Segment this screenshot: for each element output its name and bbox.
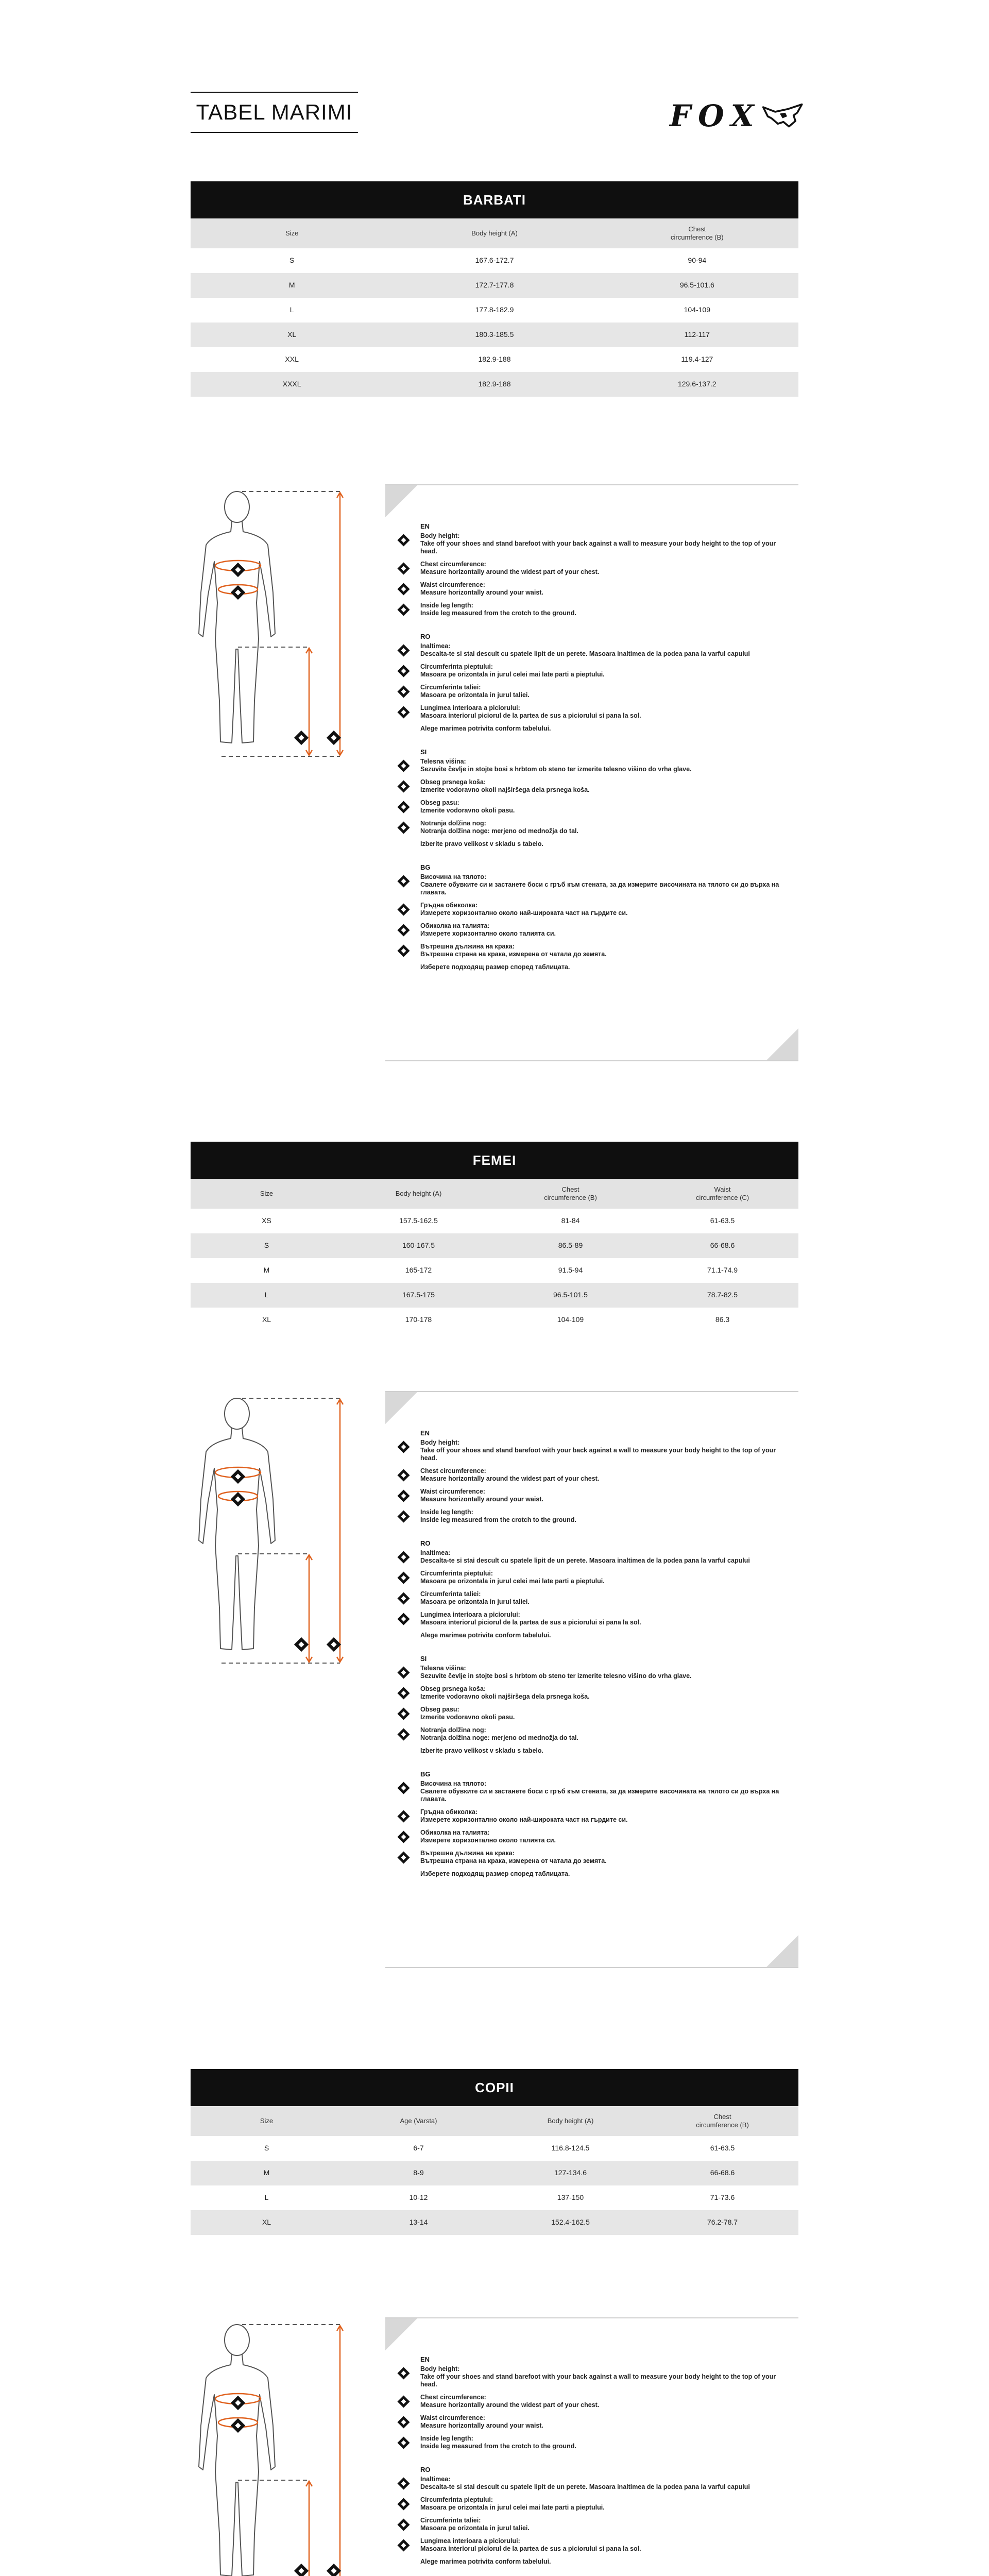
language-block — [397, 522, 788, 617]
measurement-item — [397, 602, 788, 617]
table-cell: XS — [262, 1216, 271, 1225]
page-title: TABEL MARIMI — [196, 100, 353, 124]
marker-diamond-icon — [397, 1707, 410, 1720]
measurement-label: Chest circumference: — [420, 561, 486, 568]
language-code: SI — [420, 748, 427, 756]
marker-diamond-icon — [397, 1727, 410, 1741]
measurement-label: Inaltimea: — [420, 642, 451, 650]
measurement-label: Lungimea interioara a piciorului: — [420, 704, 520, 711]
measurement-label: Obseg pasu: — [420, 799, 459, 806]
measurement-description: Свалете обувките си и застанете боси с гръб към стената, за да измерите височината на тялото си до върха на главата. — [420, 1788, 779, 1803]
table-cell: 177.8-182.9 — [475, 306, 514, 314]
body-figure — [191, 2317, 366, 2576]
language-block — [397, 1655, 788, 1755]
column-header: Waist circumference (C) — [695, 1185, 749, 1201]
measure-guide-men — [191, 484, 798, 1061]
measurement-description: Masoara interiorul piciorul de la partea de sus a piciorului si pana la sol. — [420, 2545, 641, 2552]
body-figure-illustration — [191, 2317, 366, 2576]
table-cell: S — [264, 2144, 269, 2153]
measurement-item — [397, 2496, 788, 2512]
table-title: BARBATI — [191, 181, 798, 218]
table-cell: 112-117 — [684, 330, 710, 339]
size-advice-note: Alege marimea potrivita conform tabelului. — [420, 2558, 551, 2565]
language-code: EN — [420, 1429, 430, 1437]
body-figure-illustration — [191, 1391, 366, 1669]
table-cell: XXL — [285, 355, 299, 364]
measurement-description: Masoara pe orizontala in jurul taliei. — [420, 2524, 530, 2532]
measurement-item — [397, 778, 788, 794]
measurement-description: Measure horizontally around the widest part of your chest. — [420, 1475, 600, 1482]
table-row — [191, 372, 798, 397]
marker-diamond-icon — [397, 1550, 410, 1564]
measurement-item — [397, 532, 788, 555]
table-cell: XL — [262, 2218, 271, 2227]
table-row — [191, 2136, 798, 2161]
table-row — [191, 248, 798, 273]
table-cell: 182.9-188 — [478, 355, 511, 364]
size-table-men — [191, 181, 798, 397]
table-cell: XXXL — [282, 380, 301, 388]
column-header: Size — [285, 229, 299, 237]
measurement-item — [397, 1611, 788, 1626]
table-row — [191, 1308, 798, 1332]
measurement-item — [397, 581, 788, 597]
size-table-women — [191, 1142, 798, 1332]
measurement-description: Masoara pe orizontala in jurul taliei. — [420, 691, 530, 699]
table-cell: 66-68.6 — [710, 2168, 735, 2177]
table-row — [191, 347, 798, 372]
marker-diamond-icon — [397, 1489, 410, 1502]
measurement-label: Chest circumference: — [420, 1467, 486, 1475]
measurement-item — [397, 663, 788, 679]
measurement-description: Measure horizontally around the widest part of your chest. — [420, 568, 600, 575]
measurement-description: Masoara pe orizontala in jurul celei mai late parti a pieptului. — [420, 671, 605, 678]
column-header: Body height (A) — [471, 229, 518, 237]
measurement-label: Circumferinta taliei: — [420, 1590, 481, 1598]
measurement-label: Chest circumference: — [420, 2394, 486, 2401]
measurement-item — [397, 1726, 788, 1742]
marker-diamond-icon — [397, 2395, 410, 2408]
measurement-item — [397, 873, 788, 896]
measurement-label: Body height: — [420, 1439, 460, 1446]
measurement-description: Notranja dolžina noge: merjeno od mednožja do tal. — [420, 827, 578, 835]
measurement-item — [397, 561, 788, 576]
measurement-label: Inside leg length: — [420, 2435, 473, 2442]
body-figure — [191, 1391, 366, 1700]
language-block — [397, 2466, 788, 2566]
measurement-label: Вътрешна дължина на крака: — [420, 943, 515, 950]
measurement-description: Izmerite vodoravno okoli najširšega dela prsnega koša. — [420, 786, 590, 793]
measurement-description: Izmerite vodoravno okoli pasu. — [420, 1714, 515, 1721]
measurement-item — [397, 1780, 788, 1803]
measurement-label: Височина на тялото: — [420, 873, 487, 880]
measurement-label: Гръдна обиколка: — [420, 1808, 478, 1816]
column-header: Body height (A) — [547, 2116, 594, 2125]
marker-diamond-icon — [397, 1809, 410, 1823]
column-header: Size — [260, 2116, 274, 2125]
table-title: COPII — [191, 2069, 798, 2106]
marker-diamond-icon — [397, 800, 410, 814]
language-code: RO — [420, 2466, 431, 2473]
marker-diamond-icon — [397, 664, 410, 677]
corner-decoration — [766, 1028, 798, 1060]
marker-diamond-icon — [397, 1781, 410, 1794]
measurement-item — [397, 943, 788, 958]
marker-diamond-icon — [397, 2477, 410, 2490]
table-row — [191, 1209, 798, 1233]
measurement-item — [397, 1685, 788, 1701]
table-cell: 91.5-94 — [558, 1266, 583, 1275]
measurement-label: Гръдна обиколка: — [420, 902, 478, 909]
measurement-item — [397, 1808, 788, 1824]
body-figure-illustration — [191, 484, 366, 762]
marker-diamond-icon — [397, 779, 410, 793]
column-header: Body height (A) — [395, 1189, 442, 1197]
measurement-item — [397, 1467, 788, 1483]
measurement-label: Обиколка на талията: — [420, 922, 490, 929]
table-header-row — [191, 2106, 798, 2136]
measurement-label: Body height: — [420, 2365, 460, 2372]
marker-diamond-icon — [397, 821, 410, 834]
measurement-description: Notranja dolžina noge: merjeno od mednožja do tal. — [420, 1734, 578, 1741]
corner-decoration — [385, 485, 417, 517]
measurement-description: Inside leg measured from the crotch to the ground. — [420, 609, 576, 617]
size-advice-note: Alege marimea potrivita conform tabelului. — [420, 1632, 551, 1639]
table-cell: 116.8-124.5 — [551, 2144, 590, 2153]
marker-diamond-icon — [397, 685, 410, 698]
marker-diamond-icon — [397, 2415, 410, 2429]
marker-diamond-icon — [397, 2497, 410, 2511]
measurement-item — [397, 1665, 788, 1680]
instructions-card — [385, 2317, 798, 2576]
table-cell: 96.5-101.6 — [679, 281, 714, 290]
table-cell: 165-172 — [405, 1266, 432, 1275]
size-advice-note: Изберете подходящ размер според таблицата. — [420, 963, 570, 971]
table-row — [191, 2185, 798, 2210]
language-code: EN — [420, 522, 430, 530]
measurement-label: Circumferinta taliei: — [420, 684, 481, 691]
instructions-card — [385, 484, 798, 1061]
measurement-label: Circumferinta pieptului: — [420, 663, 493, 670]
measurement-item — [397, 1706, 788, 1721]
size-advice-note: Изберете подходящ размер според таблицата. — [420, 1870, 570, 1877]
marker-diamond-icon — [397, 643, 410, 657]
measurement-description: Inside leg measured from the crotch to the ground. — [420, 2443, 576, 2450]
table-cell: 71-73.6 — [710, 2193, 735, 2202]
table-row — [191, 1283, 798, 1308]
measurement-item — [397, 2394, 788, 2409]
measurement-description: Masoara pe orizontala in jurul celei mai late parti a pieptului. — [420, 2504, 605, 2511]
table-cell: S — [264, 1241, 269, 1250]
page-title-frame — [191, 92, 358, 133]
measurement-item — [397, 2365, 788, 2388]
language-block — [397, 1429, 788, 1524]
measurement-item — [397, 2414, 788, 2430]
table-cell: S — [289, 256, 295, 265]
table-cell: 129.6-137.2 — [677, 380, 717, 388]
marker-diamond-icon — [397, 1591, 410, 1605]
table-row — [191, 2210, 798, 2235]
measurement-description: Вътрешна страна на крака, измерена от чатала до земята. — [420, 951, 607, 958]
table-cell: 137-150 — [557, 2193, 584, 2202]
measurement-label: Body height: — [420, 532, 460, 539]
table-row — [191, 298, 798, 323]
corner-decoration — [766, 1935, 798, 1967]
measurement-item — [397, 820, 788, 835]
measurement-label: Lungimea interioara a piciorului: — [420, 2537, 520, 2545]
marker-diamond-icon — [397, 1571, 410, 1584]
measurement-item — [397, 1439, 788, 1462]
marker-diamond-icon — [397, 1510, 410, 1523]
measurement-item — [397, 2517, 788, 2532]
table-cell: 13-14 — [409, 2218, 428, 2227]
measurement-label: Lungimea interioara a piciorului: — [420, 1611, 520, 1618]
column-header: Chest circumference (B) — [671, 225, 724, 241]
measurement-description: Take off your shoes and stand barefoot with your back against a wall to measure your body height to the top of your head. — [420, 1447, 776, 1462]
table-cell: 61-63.5 — [710, 2144, 735, 2153]
marker-diamond-icon — [397, 1612, 410, 1625]
table-cell: 86.5-89 — [558, 1241, 583, 1250]
column-header: Chest circumference (B) — [544, 1185, 597, 1201]
table-cell: M — [263, 1266, 270, 1275]
measurement-item — [397, 704, 788, 720]
measurement-label: Telesna višina: — [420, 1665, 466, 1672]
measurement-label: Височина на тялото: — [420, 1780, 487, 1787]
table-row — [191, 273, 798, 298]
measurement-label: Obseg pasu: — [420, 1706, 459, 1713]
table-cell: M — [263, 2168, 270, 2177]
table-cell: 76.2-78.7 — [707, 2218, 738, 2227]
language-code: EN — [420, 2355, 430, 2363]
language-block — [397, 748, 788, 848]
language-code: BG — [420, 1770, 431, 1778]
table-cell: 61-63.5 — [710, 1216, 735, 1225]
measurement-label: Вътрешна дължина на крака: — [420, 1850, 515, 1857]
marker-diamond-icon — [397, 705, 410, 719]
marker-diamond-icon — [397, 759, 410, 772]
table-cell: 66-68.6 — [710, 1241, 735, 1250]
measurement-label: Обиколка на талията: — [420, 1829, 490, 1836]
table-cell: 86.3 — [715, 1315, 730, 1324]
measurement-label: Circumferinta pieptului: — [420, 2496, 493, 2503]
measurement-description: Измерете хоризонтално около най-широката част на гърдите си. — [420, 1816, 628, 1823]
measurement-description: Izmerite vodoravno okoli najširšega dela prsnega koša. — [420, 1693, 590, 1700]
table-cell: 90-94 — [688, 256, 707, 265]
measurement-label: Inaltimea: — [420, 1549, 451, 1556]
measurement-label: Obseg prsnega koša: — [420, 1685, 486, 1692]
marker-diamond-icon — [397, 603, 410, 616]
table-cell: 104-109 — [684, 306, 711, 314]
marker-diamond-icon — [397, 1666, 410, 1679]
language-code: RO — [420, 1539, 431, 1547]
measurement-description: Izmerite vodoravno okoli pasu. — [420, 807, 515, 814]
marker-diamond-icon — [397, 903, 410, 916]
table-row — [191, 1233, 798, 1258]
table-cell: XL — [287, 330, 297, 339]
measurement-description: Inside leg measured from the crotch to the ground. — [420, 1516, 576, 1523]
marker-diamond-icon — [397, 1686, 410, 1700]
table-cell: 152.4-162.5 — [551, 2218, 590, 2227]
language-block — [397, 1770, 788, 1878]
marker-diamond-icon — [397, 562, 410, 575]
measurement-description: Измерете хоризонтално около най-широката част на гърдите си. — [420, 909, 628, 917]
table-header-row — [191, 1179, 798, 1209]
measurement-item — [397, 1570, 788, 1585]
column-header: Age (Varsta) — [400, 2116, 437, 2125]
table-row — [191, 1258, 798, 1283]
measurement-label: Inside leg length: — [420, 602, 473, 609]
measurement-label: Inaltimea: — [420, 2476, 451, 2483]
measurement-item — [397, 1829, 788, 1844]
table-cell: 157.5-162.5 — [399, 1216, 438, 1225]
size-advice-note: Izberite pravo velikost v skladu s tabelo. — [420, 1747, 543, 1754]
language-block — [397, 863, 788, 971]
measurement-item — [397, 758, 788, 773]
column-header: Chest circumference (B) — [696, 2112, 749, 2129]
size-advice-note: Izberite pravo velikost v skladu s tabelo. — [420, 840, 543, 848]
table-cell: XL — [262, 1315, 271, 1324]
measurement-label: Obseg prsnega koša: — [420, 778, 486, 786]
language-code: BG — [420, 863, 431, 871]
language-block — [397, 633, 788, 733]
marker-diamond-icon — [397, 923, 410, 937]
marker-diamond-icon — [397, 1851, 410, 1864]
measurement-label: Circumferinta taliei: — [420, 2517, 481, 2524]
marker-diamond-icon — [397, 2518, 410, 2531]
table-cell: 170-178 — [405, 1315, 432, 1324]
measurement-description: Take off your shoes and stand barefoot with your back against a wall to measure your body height to the top of your head. — [420, 540, 776, 555]
table-row — [191, 2161, 798, 2185]
measurement-description: Measure horizontally around your waist. — [420, 2422, 543, 2429]
measurement-item — [397, 1850, 788, 1865]
marker-diamond-icon — [397, 1830, 410, 1843]
measurement-item — [397, 2537, 788, 2553]
measurement-label: Waist circumference: — [420, 1488, 485, 1495]
brand-logo — [670, 98, 804, 134]
measure-guide-women — [191, 1391, 798, 1968]
measurement-description: Вътрешна страна на крака, измерена от чатала до земята. — [420, 1857, 607, 1865]
size-advice-note: Alege marimea potrivita conform tabelului. — [420, 725, 551, 732]
language-block — [397, 2355, 788, 2450]
measurement-label: Waist circumference: — [420, 581, 485, 588]
table-cell: 182.9-188 — [478, 380, 511, 388]
table-cell: 167.5-175 — [402, 1291, 435, 1299]
table-title: FEMEI — [191, 1142, 798, 1179]
table-cell: L — [289, 306, 294, 314]
measurement-item — [397, 1509, 788, 1524]
measurement-description: Masoara interiorul piciorul de la partea de sus a piciorului si pana la sol. — [420, 712, 641, 719]
body-figure — [191, 484, 366, 793]
measurement-description: Masoara interiorul piciorul de la partea de sus a piciorului si pana la sol. — [420, 1619, 641, 1626]
measure-guide-kids — [191, 2317, 798, 2576]
table-cell: M — [288, 281, 295, 290]
table-cell: 10-12 — [409, 2193, 428, 2202]
table-cell: 81-84 — [561, 1216, 580, 1225]
measurement-description: Sezuvite čevlje in stojte bosi s hrbtom ob steno ter izmerite telesno višino do vrha glave. — [420, 1672, 692, 1680]
table-cell: 160-167.5 — [402, 1241, 435, 1250]
measurement-label: Inside leg length: — [420, 1509, 473, 1516]
logo-wordmark: FOX — [670, 98, 761, 133]
fox-head-icon — [761, 101, 804, 131]
table-row — [191, 323, 798, 347]
table-cell: L — [264, 2193, 269, 2202]
table-cell: 119.4-127 — [681, 355, 713, 364]
measurement-description: Take off your shoes and stand barefoot with your back against a wall to measure your body height to the top of your head. — [420, 2373, 776, 2388]
measurement-description: Masoara pe orizontala in jurul celei mai late parti a pieptului. — [420, 1578, 605, 1585]
measurement-item — [397, 922, 788, 938]
measurement-label: Notranja dolžina nog: — [420, 1726, 486, 1734]
language-code: SI — [420, 1655, 427, 1663]
marker-diamond-icon — [397, 1440, 410, 1453]
measurement-label: Telesna višina: — [420, 758, 466, 765]
measurement-description: Measure horizontally around your waist. — [420, 1496, 543, 1503]
measurement-description: Измерете хоризонтално около талията си. — [420, 1837, 556, 1844]
marker-diamond-icon — [397, 944, 410, 957]
measurement-description: Измерете хоризонтално около талията си. — [420, 930, 556, 937]
table-cell: 96.5-101.5 — [553, 1291, 588, 1299]
table-header-row — [191, 218, 798, 248]
corner-decoration — [385, 2318, 417, 2350]
measurement-description: Descalta-te si stai descult cu spatele lipit de un perete. Masoara inaltimea de la podea pana la varful capului — [420, 2483, 750, 2490]
table-cell: 78.7-82.5 — [707, 1291, 738, 1299]
measurement-description: Measure horizontally around your waist. — [420, 589, 543, 596]
table-cell: 180.3-185.5 — [475, 330, 514, 339]
table-cell: 127-134.6 — [554, 2168, 587, 2177]
language-code: RO — [420, 633, 431, 640]
measurement-description: Sezuvite čevlje in stojte bosi s hrbtom ob steno ter izmerite telesno višino do vrha glave. — [420, 766, 692, 773]
measurement-description: Свалете обувките си и застанете боси с гръб към стената, за да измерите височината на тялото си до върха на главата. — [420, 881, 779, 896]
measurement-item — [397, 799, 788, 815]
measurement-item — [397, 902, 788, 917]
table-cell: 6-7 — [413, 2144, 424, 2153]
marker-diamond-icon — [397, 2436, 410, 2449]
measurement-item — [397, 642, 788, 658]
measurement-item — [397, 1590, 788, 1606]
table-cell: 71.1-74.9 — [707, 1266, 738, 1275]
marker-diamond-icon — [397, 1468, 410, 1482]
table-cell: 167.6-172.7 — [475, 256, 514, 265]
marker-diamond-icon — [397, 874, 410, 888]
measurement-item — [397, 1488, 788, 1503]
instructions-card — [385, 1391, 798, 1968]
marker-diamond-icon — [397, 533, 410, 547]
measurement-item — [397, 684, 788, 699]
measurement-item — [397, 1549, 788, 1565]
size-table-kids — [191, 2069, 798, 2235]
table-cell: L — [264, 1291, 269, 1299]
measurement-label: Waist circumference: — [420, 2414, 485, 2421]
marker-diamond-icon — [397, 2538, 410, 2552]
table-cell: 8-9 — [413, 2168, 424, 2177]
measurement-description: Descalta-te si stai descult cu spatele lipit de un perete. Masoara inaltimea de la podea pana la varful capului — [420, 1557, 750, 1564]
corner-decoration — [385, 1392, 417, 1424]
measurement-label: Circumferinta pieptului: — [420, 1570, 493, 1577]
table-cell: 172.7-177.8 — [475, 281, 514, 290]
language-block — [397, 1539, 788, 1639]
measurement-description: Masoara pe orizontala in jurul taliei. — [420, 1598, 530, 1605]
measurement-item — [397, 2435, 788, 2450]
measurement-description: Descalta-te si stai descult cu spatele lipit de un perete. Masoara inaltimea de la podea pana la varful capului — [420, 650, 750, 657]
marker-diamond-icon — [397, 582, 410, 596]
measurement-label: Notranja dolžina nog: — [420, 820, 486, 827]
marker-diamond-icon — [397, 2366, 410, 2380]
column-header: Size — [260, 1189, 274, 1197]
table-cell: 104-109 — [557, 1315, 584, 1324]
measurement-description: Measure horizontally around the widest part of your chest. — [420, 2401, 600, 2409]
measurement-item — [397, 2476, 788, 2491]
